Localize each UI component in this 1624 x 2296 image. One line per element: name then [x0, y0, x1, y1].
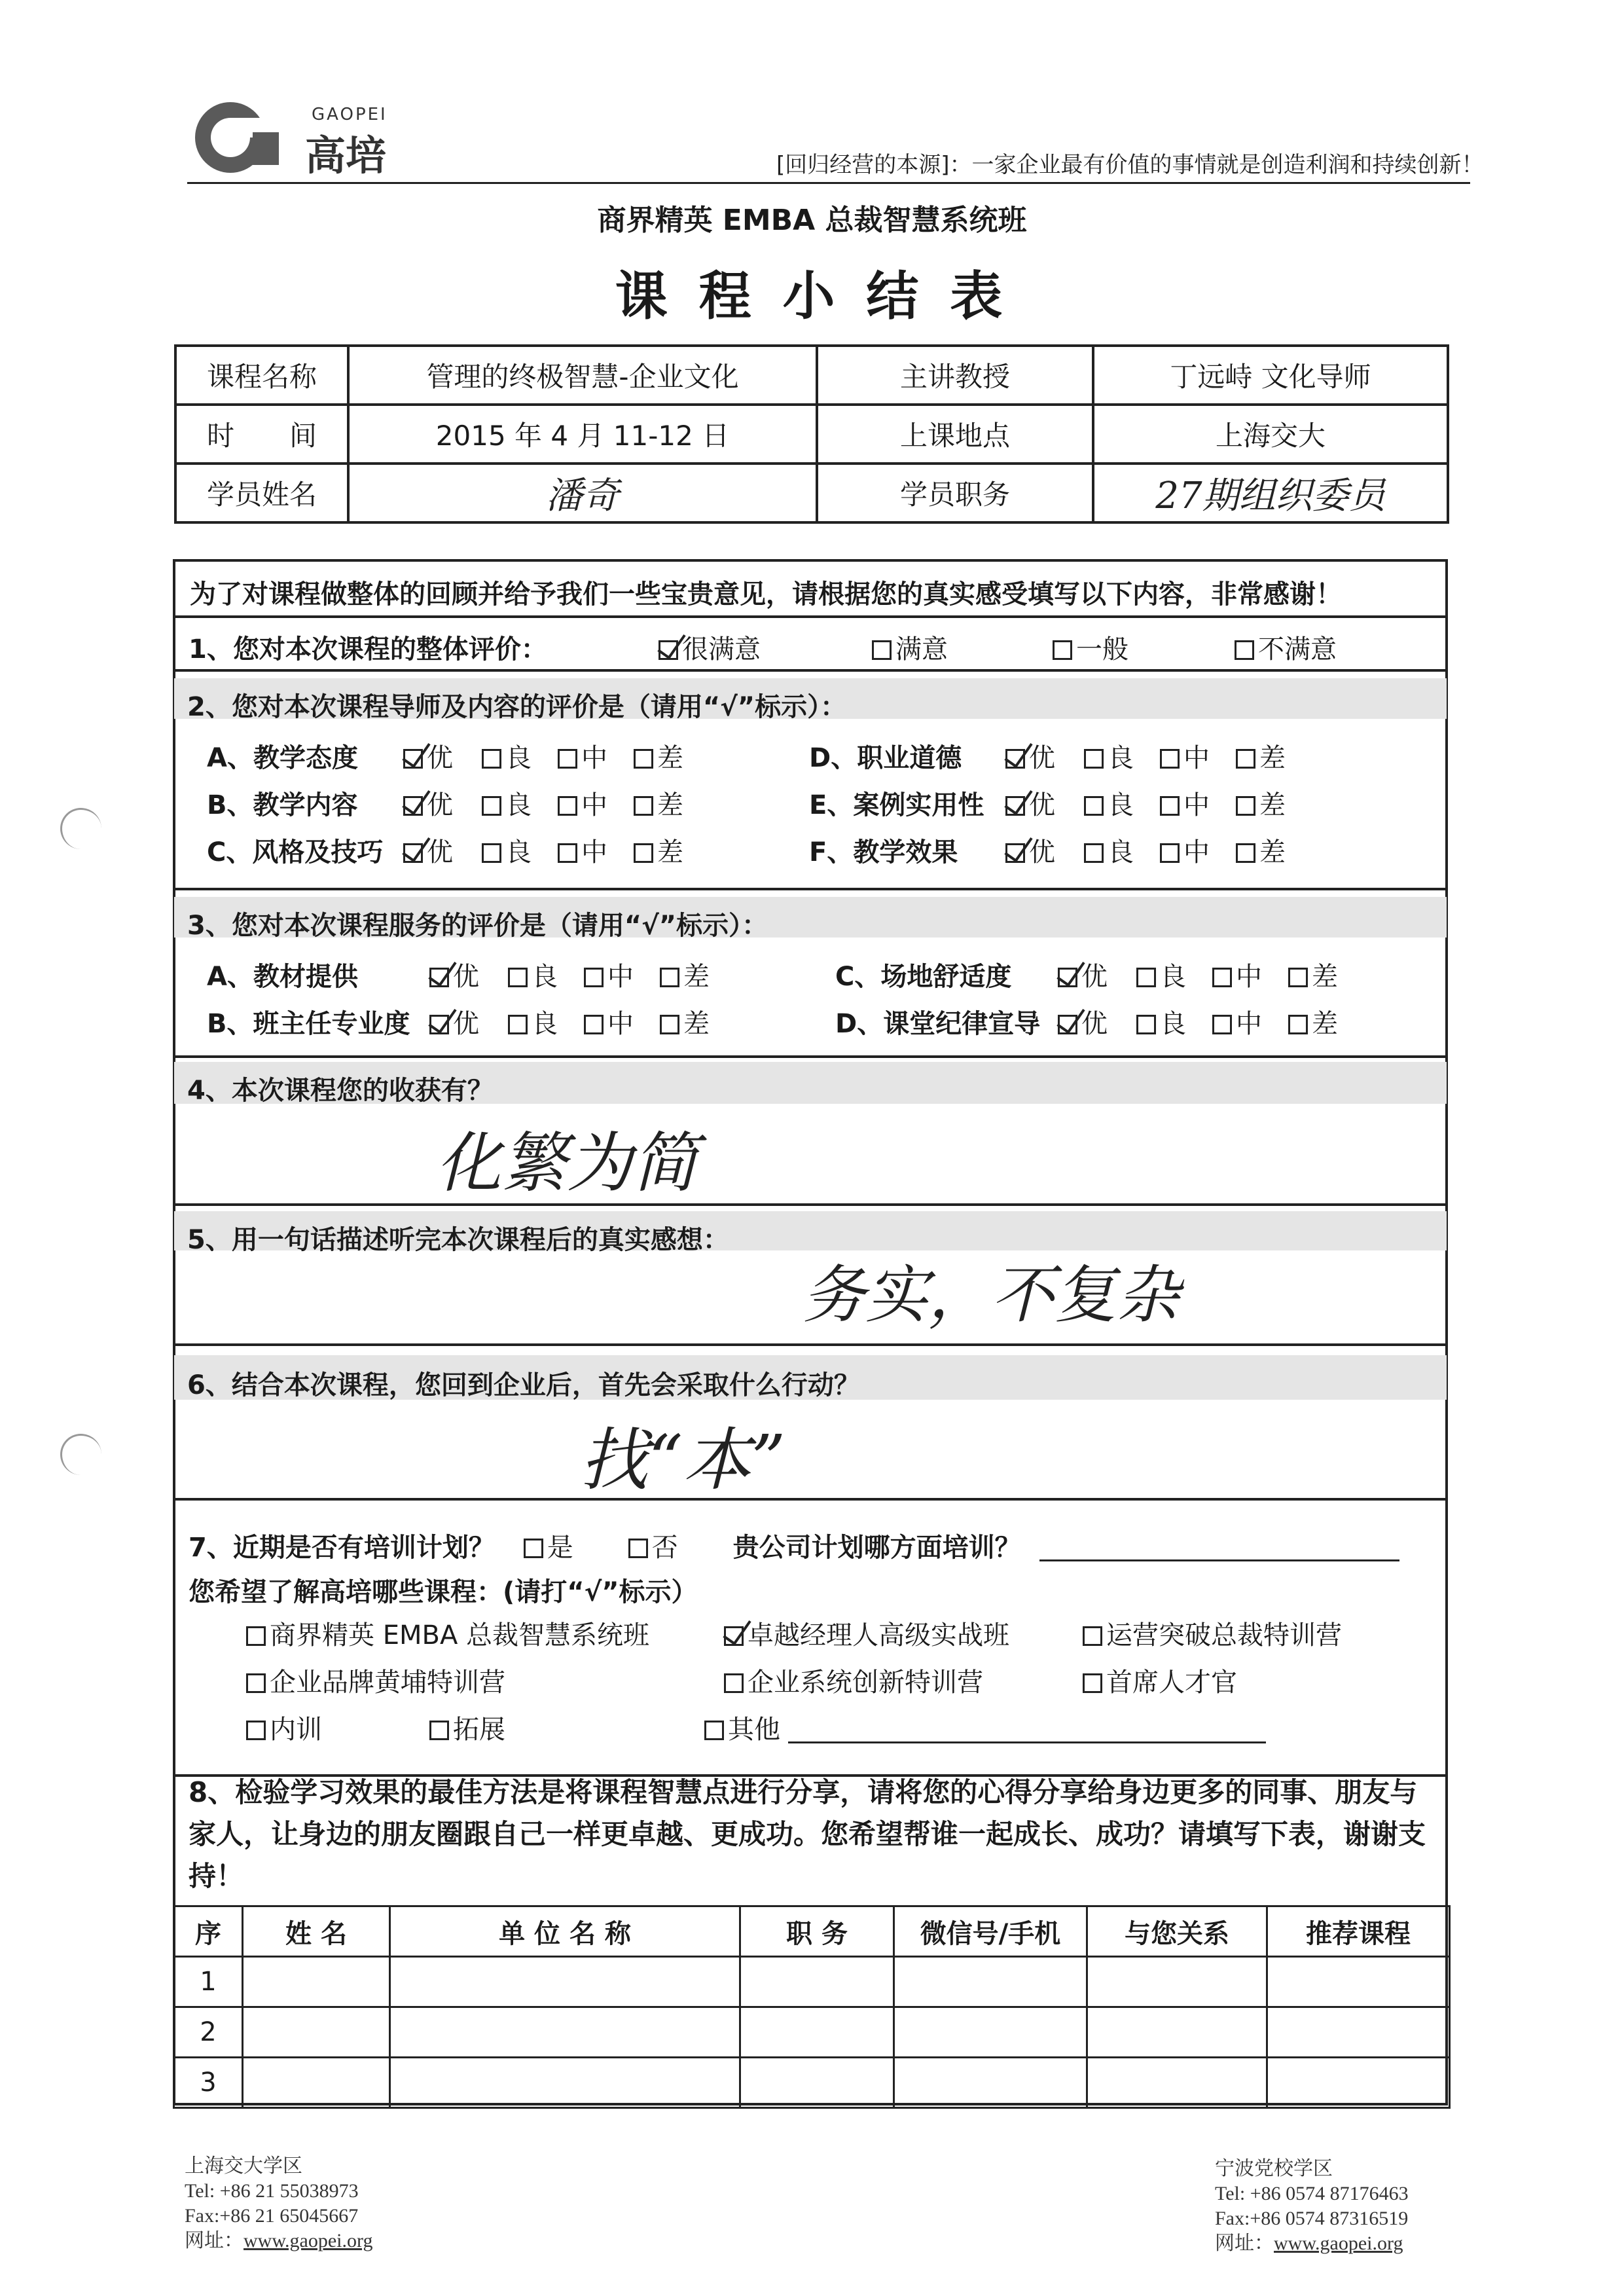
checkbox[interactable] — [634, 843, 653, 863]
referral-input-cell[interactable] — [1087, 2058, 1267, 2108]
checkbox[interactable] — [482, 796, 501, 816]
q7-other-blank[interactable] — [788, 1719, 1266, 1743]
q6-title-bar — [174, 1355, 1447, 1400]
checkbox[interactable] — [872, 640, 892, 660]
footer-left-campus: 上海交大学区 — [185, 2155, 302, 2177]
footer-left-fax: Fax:+86 21 65045667 — [185, 2205, 359, 2227]
q2-grade-option[interactable]: 优 — [403, 784, 453, 822]
q3-grade-option[interactable]: 良 — [1136, 1003, 1186, 1040]
student-position[interactable]: 27期组织委员 — [1093, 464, 1448, 522]
checkbox[interactable] — [1160, 749, 1180, 769]
student-name[interactable]: 潘奇 — [348, 464, 817, 522]
header-divider — [187, 182, 1470, 184]
q2-grade-option[interactable]: 良 — [1084, 737, 1134, 774]
q2-grade-option[interactable]: 优 — [1005, 784, 1055, 822]
table-row — [174, 1957, 1450, 2007]
checkbox[interactable] — [1236, 749, 1255, 769]
q3-item-label: A、教材提供 — [207, 962, 358, 992]
checkbox[interactable] — [508, 968, 528, 987]
q7-course-option[interactable]: 企业系统创新特训营 — [724, 1662, 983, 1699]
q2-item-label: F、教学效果 — [809, 837, 958, 867]
q2-item-label: A、教学态度 — [207, 743, 358, 773]
q3-grade-option[interactable]: 中 — [1212, 1003, 1262, 1040]
q7-option-no[interactable]: 否 — [628, 1533, 678, 1563]
referral-input-cell[interactable] — [894, 2007, 1087, 2058]
checkbox-checked[interactable] — [1058, 968, 1077, 987]
q2-grade-option[interactable]: 良 — [482, 831, 532, 869]
punch-hole — [60, 1434, 101, 1475]
checkbox[interactable] — [482, 749, 501, 769]
q2-item-row — [809, 831, 1312, 869]
q3-item-label: C、场地舒适度 — [835, 962, 1012, 992]
referral-header-cell: 与您关系 — [1087, 1906, 1267, 1957]
q3-question: 3、您对本次课程服务的评价是（请用“√”标示）： — [187, 911, 768, 941]
referral-header-cell: 单 位 名 称 — [390, 1906, 740, 1957]
q1-option-average[interactable]: 一般 — [1053, 629, 1128, 666]
checkbox-checked[interactable] — [403, 749, 423, 769]
q3-item-row — [835, 956, 1364, 993]
q2-grade-option[interactable]: 中 — [558, 831, 607, 869]
checkbox[interactable] — [246, 1721, 266, 1740]
checkbox-checked[interactable] — [1058, 1015, 1077, 1034]
checkbox-checked[interactable] — [403, 796, 423, 816]
q2-grade-option[interactable]: 良 — [1084, 784, 1134, 822]
footer-left-website-link[interactable]: www.gaopei.org — [244, 2230, 373, 2251]
q2-item-label: B、教学内容 — [207, 790, 358, 820]
form-title: 课 程 小 结 表 — [615, 266, 1009, 327]
referral-input-cell[interactable] — [1087, 1957, 1267, 2007]
q3-grade-option[interactable]: 中 — [1212, 956, 1262, 993]
q2-item-row — [207, 831, 710, 869]
checkbox-checked[interactable] — [429, 968, 449, 987]
referral-header-cell: 姓 名 — [243, 1906, 390, 1957]
q4-section — [174, 1058, 1447, 1206]
lecturer-label: 主讲教授 — [817, 346, 1093, 405]
q2-grade-option[interactable]: 中 — [558, 737, 607, 774]
checkbox-checked[interactable] — [429, 1015, 449, 1034]
q3-item-row — [207, 1003, 736, 1040]
checkbox[interactable] — [1212, 1015, 1232, 1034]
q3-grade-option[interactable]: 良 — [508, 1003, 558, 1040]
q2-grade-option[interactable]: 中 — [558, 784, 607, 822]
referral-row-number: 3 — [174, 2058, 243, 2108]
q2-grade-option[interactable]: 差 — [1236, 831, 1286, 869]
checkbox[interactable] — [1235, 640, 1254, 660]
footer-right-fax: Fax:+86 0574 87316519 — [1215, 2208, 1409, 2229]
referral-row-number: 1 — [174, 1957, 243, 2007]
q2-grade-option[interactable]: 良 — [1084, 831, 1134, 869]
lecturer: 丁远峙 文化导师 — [1093, 346, 1448, 405]
q3-item-label: B、班主任专业度 — [207, 1009, 410, 1039]
program-title: 商界精英 EMBA 总裁智慧系统班 — [597, 204, 1027, 237]
q2-grade-option[interactable]: 良 — [482, 737, 532, 774]
q7-question: 7、近期是否有培训计划？ — [189, 1533, 495, 1563]
q2-grade-option[interactable]: 优 — [1005, 831, 1055, 869]
referral-row-number: 2 — [174, 2007, 243, 2058]
q2-grade-option[interactable]: 中 — [1160, 737, 1210, 774]
q2-item-label: C、风格及技巧 — [207, 837, 384, 867]
q5-title-bar — [174, 1211, 1447, 1255]
q2-item-label: D、职业道德 — [809, 743, 962, 773]
course-name-label: 课程名称 — [175, 346, 348, 405]
q3-item-row — [207, 956, 736, 993]
q3-title-bar — [174, 897, 1447, 941]
position-label: 学员职务 — [817, 464, 1093, 522]
q7-course-option[interactable]: 首席人才官 — [1083, 1662, 1237, 1699]
q3-grade-option[interactable]: 差 — [1288, 1003, 1338, 1040]
referral-input-cell[interactable] — [1267, 2058, 1450, 2108]
q2-section — [174, 672, 1447, 890]
q4-answer[interactable]: 化繁为简 — [436, 1125, 698, 1201]
q2-grade-option[interactable]: 差 — [1236, 737, 1286, 774]
referral-header-cell: 序 — [174, 1906, 243, 1957]
q7-course-option[interactable]: 其他 — [704, 1709, 1266, 1746]
q4-title-bar — [174, 1062, 1447, 1104]
footer-left-web-label: 网址： — [185, 2230, 244, 2251]
footer-right — [1215, 2157, 1409, 2256]
q5-section — [174, 1206, 1447, 1346]
referral-input-cell[interactable] — [740, 2058, 894, 2108]
checkbox[interactable] — [1288, 1015, 1308, 1034]
checkbox[interactable] — [584, 1015, 604, 1034]
referral-input-cell[interactable] — [894, 1957, 1087, 2007]
q7-which: 贵公司计划哪方面培训？ — [732, 1533, 1021, 1563]
location: 上海交大 — [1093, 405, 1448, 464]
q3-grade-option[interactable]: 优 — [1058, 956, 1108, 993]
q4-question: 4、本次课程您的收获有？ — [187, 1076, 494, 1106]
q3-grade-option[interactable]: 优 — [429, 1003, 479, 1040]
checkbox[interactable] — [1288, 968, 1308, 987]
q3-section — [174, 890, 1447, 1058]
referral-header-cell: 推荐课程 — [1267, 1906, 1450, 1957]
referral-input-cell[interactable] — [390, 2058, 740, 2108]
q7-course-option[interactable]: 内训 — [246, 1709, 322, 1746]
q7-course-option[interactable]: 运营突破总裁特训营 — [1083, 1614, 1342, 1652]
referral-input-cell[interactable] — [740, 2007, 894, 2058]
checkbox[interactable] — [246, 1626, 266, 1646]
q7-which-blank[interactable] — [1039, 1537, 1399, 1561]
q5-answer[interactable]: 务实，不复杂 — [803, 1258, 1180, 1332]
q3-grade-option[interactable]: 差 — [660, 956, 710, 993]
checkbox[interactable] — [429, 1721, 449, 1740]
checkbox[interactable] — [1160, 843, 1180, 863]
logo-text-en: GAOPEI — [312, 105, 388, 124]
q2-grade-option[interactable]: 中 — [1160, 784, 1210, 822]
course-info-table — [174, 344, 1449, 524]
q7-course-option[interactable]: 卓越经理人高级实战班 — [724, 1614, 1009, 1652]
q7-course-option[interactable]: 商界精英 EMBA 总裁智慧系统班 — [246, 1614, 649, 1652]
checkbox[interactable] — [1212, 968, 1232, 987]
q7-row — [189, 1527, 1399, 1564]
checkbox[interactable] — [634, 796, 653, 816]
referral-input-cell[interactable] — [243, 2058, 390, 2108]
q3-grade-option[interactable]: 优 — [1058, 1003, 1108, 1040]
referral-input-cell[interactable] — [1267, 2007, 1450, 2058]
footer-right-website-link[interactable]: www.gaopei.org — [1274, 2232, 1403, 2254]
punch-hole — [60, 808, 101, 849]
footer-right-campus: 宁波党校学区 — [1215, 2158, 1333, 2179]
footer-left-tel: Tel: +86 21 55038973 — [185, 2180, 359, 2202]
q3-grade-option[interactable]: 良 — [1136, 956, 1186, 993]
course-name: 管理的终极智慧-企业文化 — [348, 346, 817, 405]
q3-item-label: D、课堂纪律宣导 — [835, 1009, 1041, 1039]
checkbox[interactable] — [1084, 796, 1104, 816]
referral-table — [173, 1905, 1451, 2109]
checkbox[interactable] — [1083, 1673, 1102, 1693]
q7-wish: 您希望了解高培哪些课程：(请打“√”标示） — [189, 1577, 698, 1607]
q2-grade-option[interactable]: 优 — [403, 737, 453, 774]
checkbox[interactable] — [660, 968, 679, 987]
q2-item-row — [809, 737, 1312, 774]
slogan: [回归经营的本源]：一家企业最有价值的事情就是创造利润和持续创新！ — [776, 152, 1484, 178]
footer-left — [185, 2154, 372, 2253]
checkbox-checked[interactable] — [1005, 749, 1025, 769]
checkbox[interactable] — [1053, 640, 1072, 660]
q3-grade-option[interactable]: 差 — [660, 1003, 710, 1040]
time: 2015 年 4 月 11-12 日 — [348, 405, 817, 464]
q1-option-satisfied[interactable]: 满意 — [872, 629, 948, 666]
checkbox[interactable] — [558, 796, 577, 816]
checkbox[interactable] — [524, 1539, 543, 1558]
checkbox[interactable] — [1236, 843, 1255, 863]
checkbox[interactable] — [1084, 843, 1104, 863]
q2-grade-option[interactable]: 优 — [1005, 737, 1055, 774]
table-row — [174, 2058, 1450, 2108]
q6-section — [174, 1346, 1447, 1501]
q2-grade-option[interactable]: 差 — [634, 737, 683, 774]
q2-title-bar — [174, 678, 1447, 722]
q2-item-label: E、案例实用性 — [809, 790, 984, 820]
checkbox[interactable] — [558, 749, 577, 769]
table-row — [174, 2007, 1450, 2058]
checkbox[interactable] — [1136, 1015, 1156, 1034]
q1-section — [174, 618, 1447, 672]
logo-text-cn: 高培 — [305, 132, 387, 179]
gaopei-logo-icon — [187, 98, 285, 177]
q6-question: 6、结合本次课程，您回到企业后，首先会采取什么行动？ — [187, 1370, 860, 1400]
logo — [187, 98, 423, 177]
q2-grade-option[interactable]: 优 — [403, 831, 453, 869]
q3-grade-option[interactable]: 中 — [584, 956, 634, 993]
q2-grade-option[interactable]: 中 — [1160, 831, 1210, 869]
q3-grade-option[interactable]: 差 — [1288, 956, 1338, 993]
intro-text: 为了对课程做整体的回顾并给予我们一些宝贵意见，请根据您的真实感受填写以下内容，非常感谢！ — [190, 579, 1342, 610]
q1-option-unsatisfied[interactable]: 不满意 — [1235, 629, 1337, 666]
q3-grade-option[interactable]: 优 — [429, 956, 479, 993]
referral-input-cell[interactable] — [390, 1957, 740, 2007]
q3-grade-option[interactable]: 良 — [508, 956, 558, 993]
checkbox[interactable] — [482, 843, 501, 863]
checkbox[interactable] — [584, 968, 604, 987]
checkbox[interactable] — [704, 1721, 724, 1740]
q2-grade-option[interactable]: 差 — [634, 831, 683, 869]
referral-header-cell: 微信号/手机 — [894, 1906, 1087, 1957]
checkbox[interactable] — [1236, 796, 1255, 816]
q3-item-row — [835, 1003, 1364, 1040]
referral-header-cell: 职 务 — [740, 1906, 894, 1957]
checkbox[interactable] — [1084, 749, 1104, 769]
checkbox[interactable] — [1160, 796, 1180, 816]
checkbox[interactable] — [508, 1015, 528, 1034]
checkbox-checked[interactable] — [724, 1626, 744, 1646]
q2-item-row — [207, 784, 710, 822]
checkbox-checked[interactable] — [1005, 843, 1025, 863]
checkbox[interactable] — [634, 749, 653, 769]
q7-course-option[interactable]: 拓展 — [429, 1709, 505, 1746]
q5-question: 5、用一句话描述听完本次课程后的真实感想： — [187, 1225, 729, 1255]
referral-input-cell[interactable] — [740, 1957, 894, 2007]
student-label: 学员姓名 — [175, 464, 348, 522]
referral-input-cell[interactable] — [243, 2007, 390, 2058]
q6-answer[interactable]: 找“本” — [580, 1420, 786, 1500]
q2-grade-option[interactable]: 良 — [482, 784, 532, 822]
checkbox-checked[interactable] — [403, 843, 423, 863]
location-label: 上课地点 — [817, 405, 1093, 464]
footer-right-tel: Tel: +86 0574 87176463 — [1215, 2183, 1409, 2204]
checkbox[interactable] — [660, 1015, 679, 1034]
referral-input-cell[interactable] — [1267, 1957, 1450, 2007]
q1-question: 1、您对本次课程的整体评价： — [189, 634, 547, 665]
checkbox[interactable] — [724, 1673, 744, 1693]
checkbox[interactable] — [558, 843, 577, 863]
q2-grade-option[interactable]: 差 — [1236, 784, 1286, 822]
checkbox[interactable] — [628, 1539, 648, 1558]
checkbox[interactable] — [1136, 968, 1156, 987]
footer-right-web-label: 网址： — [1215, 2232, 1274, 2254]
q7-section — [174, 1501, 1447, 1777]
referral-input-cell[interactable] — [1087, 2007, 1267, 2058]
referral-input-cell[interactable] — [390, 2007, 740, 2058]
q8-section — [173, 1769, 1448, 2105]
q2-grade-option[interactable]: 差 — [634, 784, 683, 822]
checkbox-checked[interactable] — [1005, 796, 1025, 816]
q3-grade-option[interactable]: 中 — [584, 1003, 634, 1040]
referral-input-cell[interactable] — [894, 2058, 1087, 2108]
q2-item-row — [809, 784, 1312, 822]
time-label: 时 间 — [175, 405, 348, 464]
q7-course-option[interactable]: 企业品牌黄埔特训营 — [246, 1662, 505, 1699]
checkbox-checked[interactable] — [659, 640, 678, 660]
q2-question: 2、您对本次课程导师及内容的评价是（请用“√”标示）： — [187, 692, 847, 722]
checkbox[interactable] — [246, 1673, 266, 1693]
q7-option-yes[interactable]: 是 — [524, 1533, 573, 1563]
checkbox[interactable] — [1083, 1626, 1102, 1646]
q8-text: 8、检验学习效果的最佳方法是将课程智慧点进行分享，请将您的心得分享给身边更多的同事、朋友与家人，让身边的朋友圈跟自己一样更卓越、更成功。您希望帮谁一起成长、成功？请填写下表，谢谢支持！ — [189, 1776, 1426, 1892]
intro-section — [174, 562, 1447, 618]
referral-input-cell[interactable] — [243, 1957, 390, 2007]
q1-option-very-satisfied[interactable]: 很满意 — [659, 629, 761, 666]
q2-item-row — [207, 737, 710, 774]
